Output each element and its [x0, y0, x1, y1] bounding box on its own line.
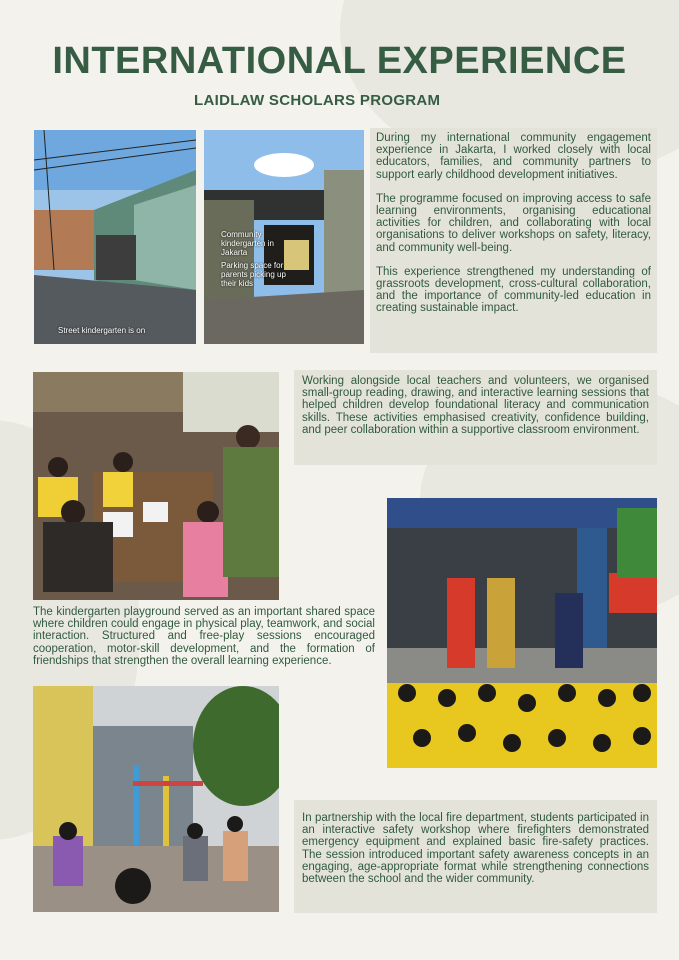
intro-text-box — [370, 128, 657, 353]
kindergarten-caption: Community kindergarten in Jakarta — [221, 230, 274, 257]
intro-paragraph: This experience strengthened my understanding of grassroots development, cross-cultural collaboration, and the importance of community-led education in creating sustainable impact. — [376, 265, 651, 315]
fire-workshop-photo — [387, 498, 657, 768]
street-caption: Street kindergarten is on — [58, 326, 146, 335]
fire-text-box — [294, 800, 657, 913]
teaching-text-box — [294, 370, 657, 465]
classroom-photo — [33, 372, 279, 600]
page-subtitle: LAIDLAW SCHOLARS PROGRAM — [194, 92, 441, 109]
playground-text: The kindergarten playground served as an important shared space where children could engage in physical play, teamwork, and social interaction. Structured and free-play sessions encouraged cooperation, motor-skill development, and the formation of friendships that strengthen the overall learning experience. — [33, 606, 375, 667]
intro-paragraph: During my international community engagement experience in Jakarta, I worked closely with local educators, families, and community partners to support early childhood development initiatives. — [376, 132, 651, 181]
parking-caption: Parking space for parents picking up their kids — [221, 261, 286, 288]
intro-paragraph: The programme focused on improving access to safe learning environments, organising educational activities for children, and collaborating with local organisations to deliver workshops on safety, literacy, and community well-being. — [376, 192, 651, 254]
fire-paragraph: In partnership with the local fire department, students participated in an interactive safety workshop where firefighters demonstrated emergency equipment and explained basic fire-safety practices. The session introduced important safety awareness concepts in an engaging, age-appropriate format while strengthening connections between the school and the wider community. — [302, 812, 649, 886]
playground-photo — [33, 686, 279, 912]
kindergarten-photo — [204, 130, 364, 344]
page-title: INTERNATIONAL EXPERIENCE — [52, 40, 627, 82]
street-photo — [34, 130, 196, 344]
teaching-paragraph: Working alongside local teachers and volunteers, we organised small-group reading, drawing, and interactive learning sessions that helped children develop foundational literacy and communication skills. These activities emphasised creativity, confidence building, and peer collaboration within a supportive classroom environment. — [302, 375, 649, 436]
